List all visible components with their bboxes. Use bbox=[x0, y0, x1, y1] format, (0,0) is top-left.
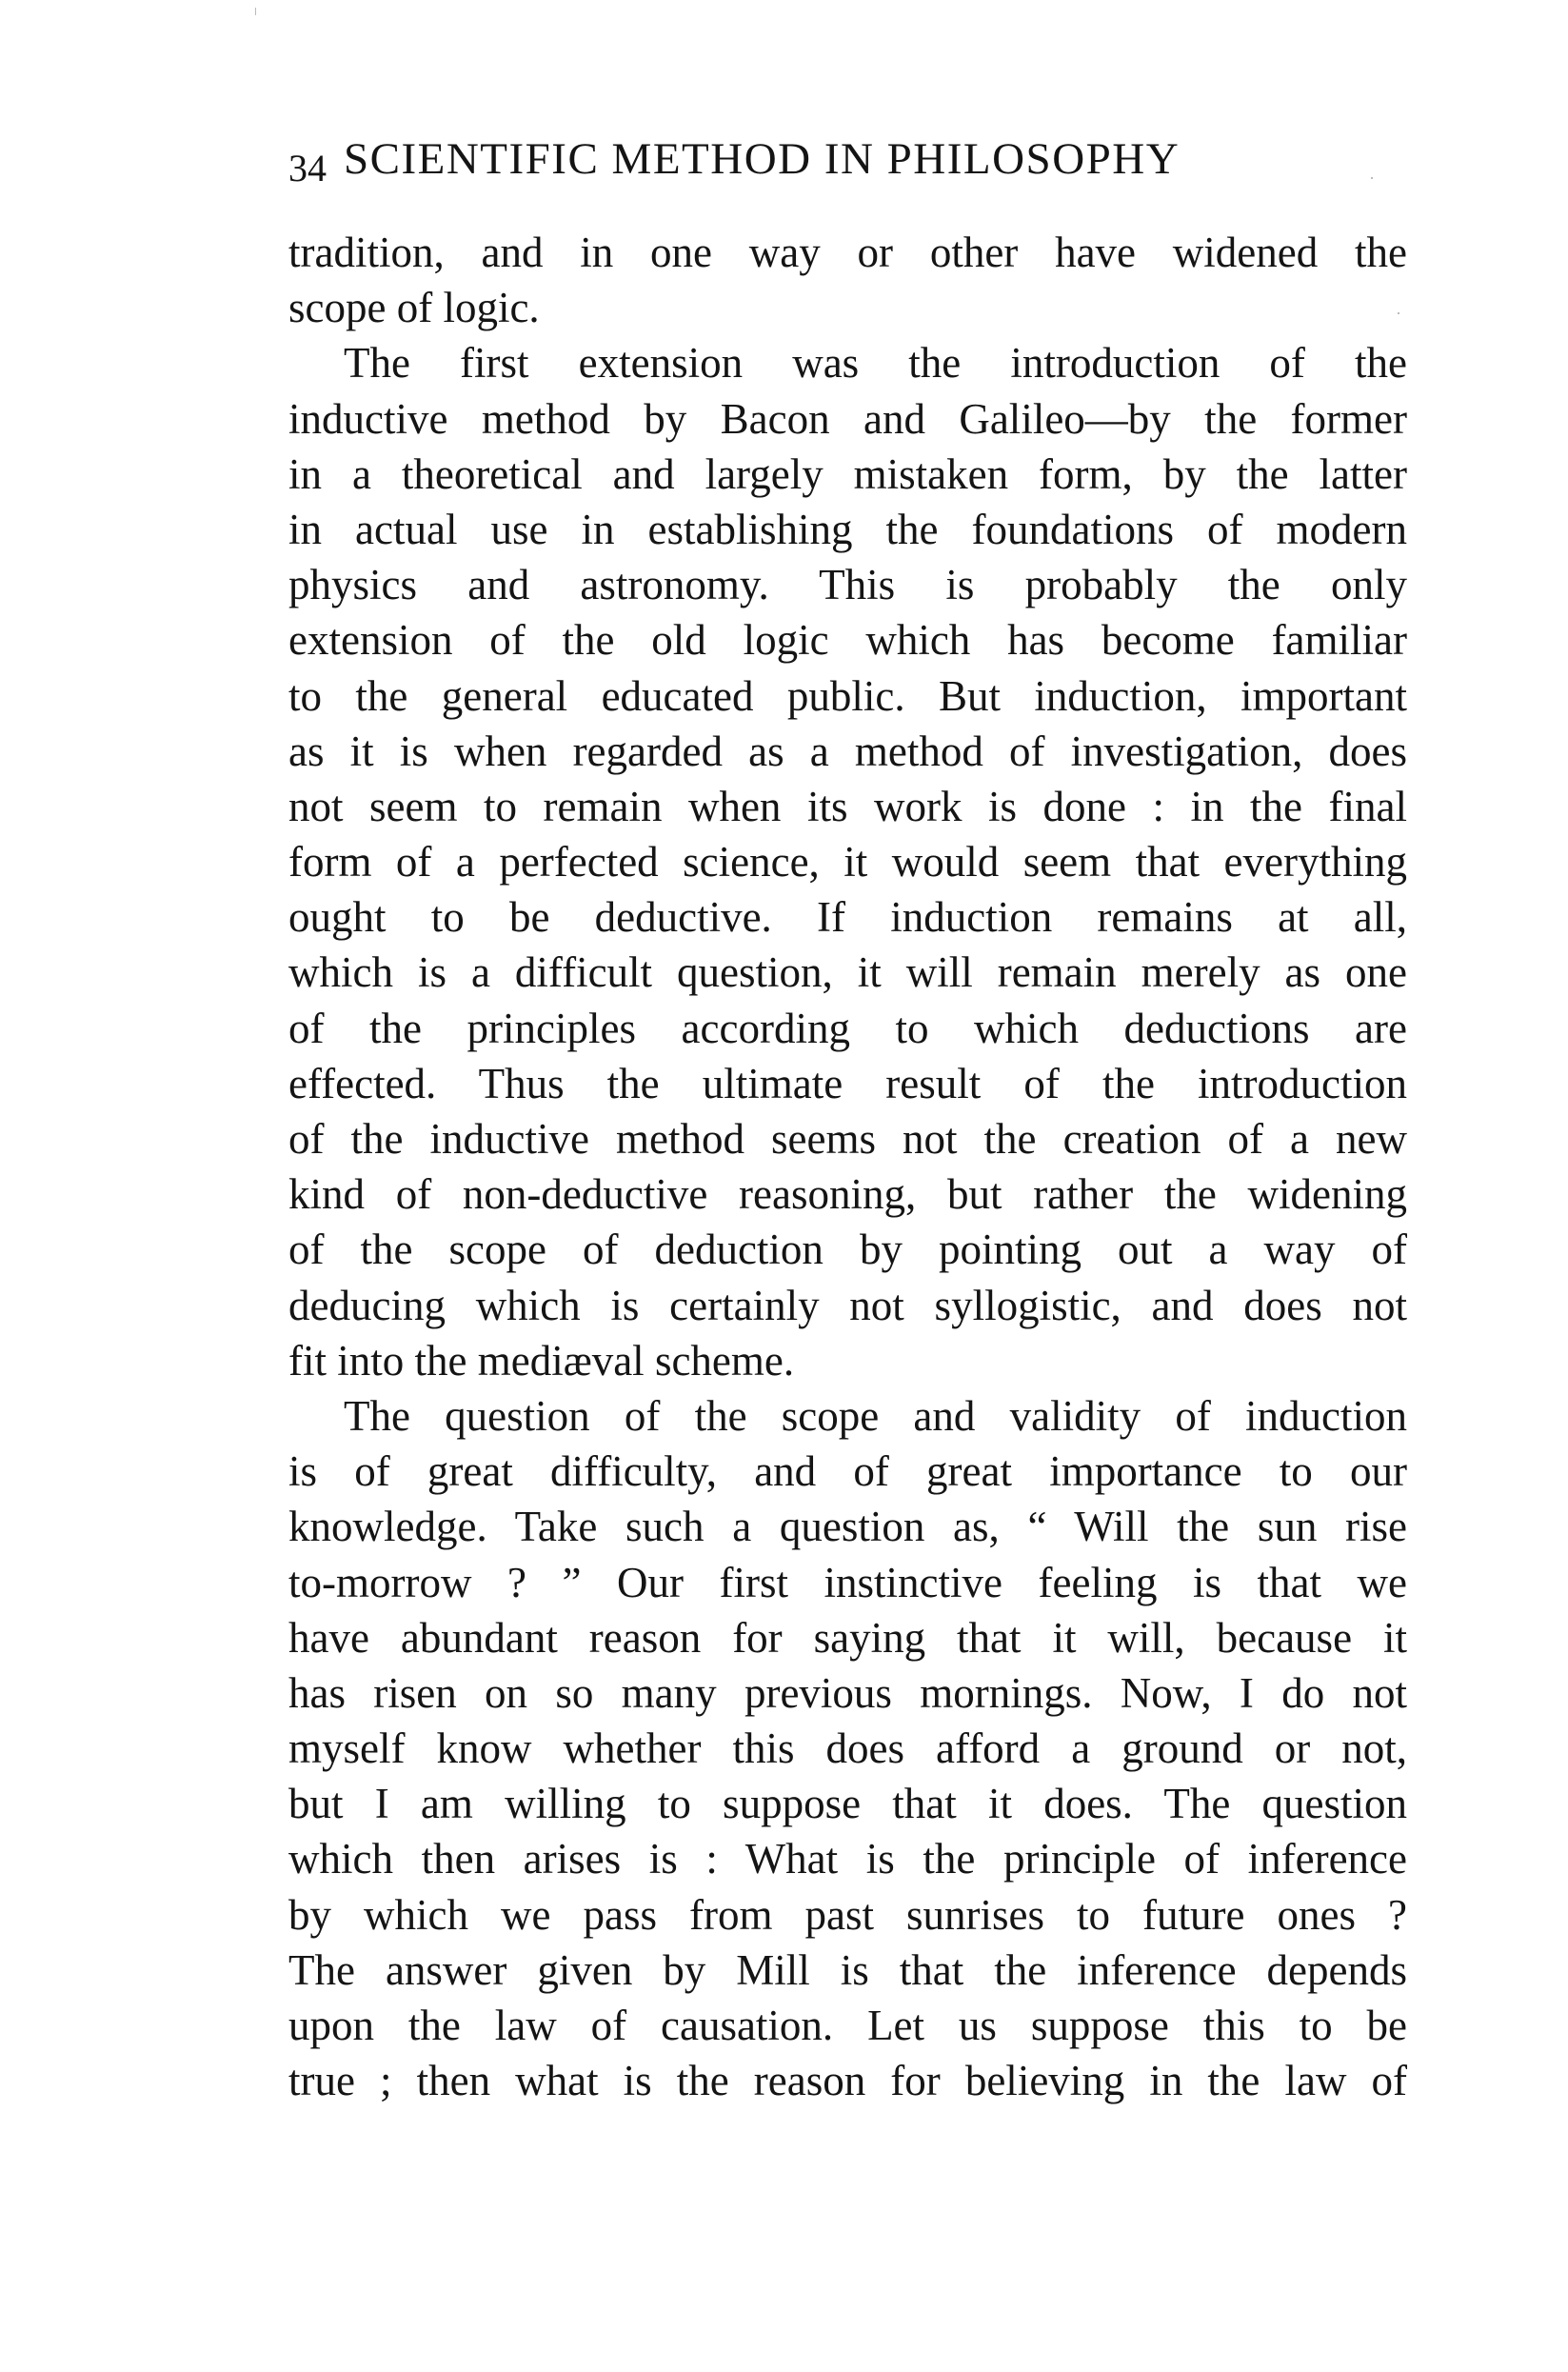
text-line: which then arises is : What is the principle of inference bbox=[288, 1835, 1407, 1884]
text-line: kind of non-deductive reasoning, but rather the widening bbox=[288, 1170, 1407, 1219]
text-line: of the inductive method seems not the creation of a new bbox=[288, 1115, 1407, 1163]
paragraph bbox=[288, 335, 1407, 1388]
text-line: but I am willing to suppose that it does. The question bbox=[288, 1780, 1407, 1828]
text-line: to the general educated public. But induction, important bbox=[288, 671, 1407, 720]
text-line: which is a difficult question, it will remain merely as one bbox=[288, 948, 1407, 997]
text-line: by which we pass from past sunrises to future ones ? bbox=[288, 1890, 1407, 1939]
text-line: scope of logic. bbox=[288, 284, 540, 332]
text-line: has risen on so many previous mornings. Now, I do not bbox=[288, 1668, 1407, 1717]
text-line: as it is when regarded as a method of investigation, does bbox=[288, 727, 1407, 775]
text-line: in actual use in establishing the foundations of modern bbox=[288, 505, 1407, 553]
text-line: of the scope of deduction by pointing out a way of bbox=[288, 1226, 1407, 1274]
text-line: myself know whether this does afford a ground or not, bbox=[288, 1724, 1407, 1773]
text-line: in a theoretical and largely mistaken form, by the latter bbox=[288, 449, 1407, 498]
text-line: extension of the old logic which has become familiar bbox=[288, 616, 1407, 665]
text-line: fit into the mediæval scheme. bbox=[288, 1336, 795, 1385]
text-line: to-morrow ? ” Our first instinctive feeling is that we bbox=[288, 1558, 1407, 1606]
page-number: 34 bbox=[288, 147, 327, 189]
text-line: inductive method by Bacon and Galileo—by the former bbox=[288, 394, 1407, 443]
scan-speck bbox=[1398, 312, 1399, 314]
text-line: The question of the scope and validity of induction bbox=[344, 1391, 1407, 1440]
text-line: upon the law of causation. Let us suppose this to be bbox=[288, 2002, 1407, 2049]
text-line: tradition, and in one way or other have widened the bbox=[288, 229, 1407, 276]
paragraph bbox=[288, 1388, 1407, 2108]
text-line: of the principles according to which deductions are bbox=[288, 1004, 1407, 1052]
text-line: have abundant reason for saying that it will, because it bbox=[288, 1613, 1407, 1662]
text-line: The answer given by Mill is that the inference depends bbox=[288, 1945, 1407, 1994]
scan-speck bbox=[1371, 177, 1373, 179]
text-line: form of a perfected science, it would seem that everything bbox=[288, 838, 1407, 887]
text-line: knowledge. Take such a question as, “ Will the sun rise bbox=[288, 1503, 1407, 1551]
text-line: not seem to remain when its work is done : in the final bbox=[288, 782, 1407, 830]
text-line: physics and astronomy. This is probably the only bbox=[288, 561, 1407, 609]
text-line: effected. Thus the ultimate result of the introduction bbox=[288, 1059, 1407, 1107]
text-line: is of great difficulty, and of great importance to our bbox=[288, 1447, 1407, 1496]
scan-speck bbox=[255, 8, 256, 15]
text-line: deducing which is certainly not syllogistic, and does not bbox=[288, 1281, 1407, 1329]
text-line: true ; then what is the reason for believing in the law of bbox=[288, 2057, 1407, 2105]
paragraph bbox=[288, 225, 1407, 335]
text-line: ought to be deductive. If induction remains at all, bbox=[288, 893, 1407, 942]
running-header bbox=[288, 133, 1407, 189]
running-title: SCIENTIFIC METHOD IN PHILOSOPHY bbox=[344, 134, 1181, 184]
text-line: The first extension was the introduction of the bbox=[344, 339, 1407, 388]
body-text bbox=[288, 225, 1407, 2108]
